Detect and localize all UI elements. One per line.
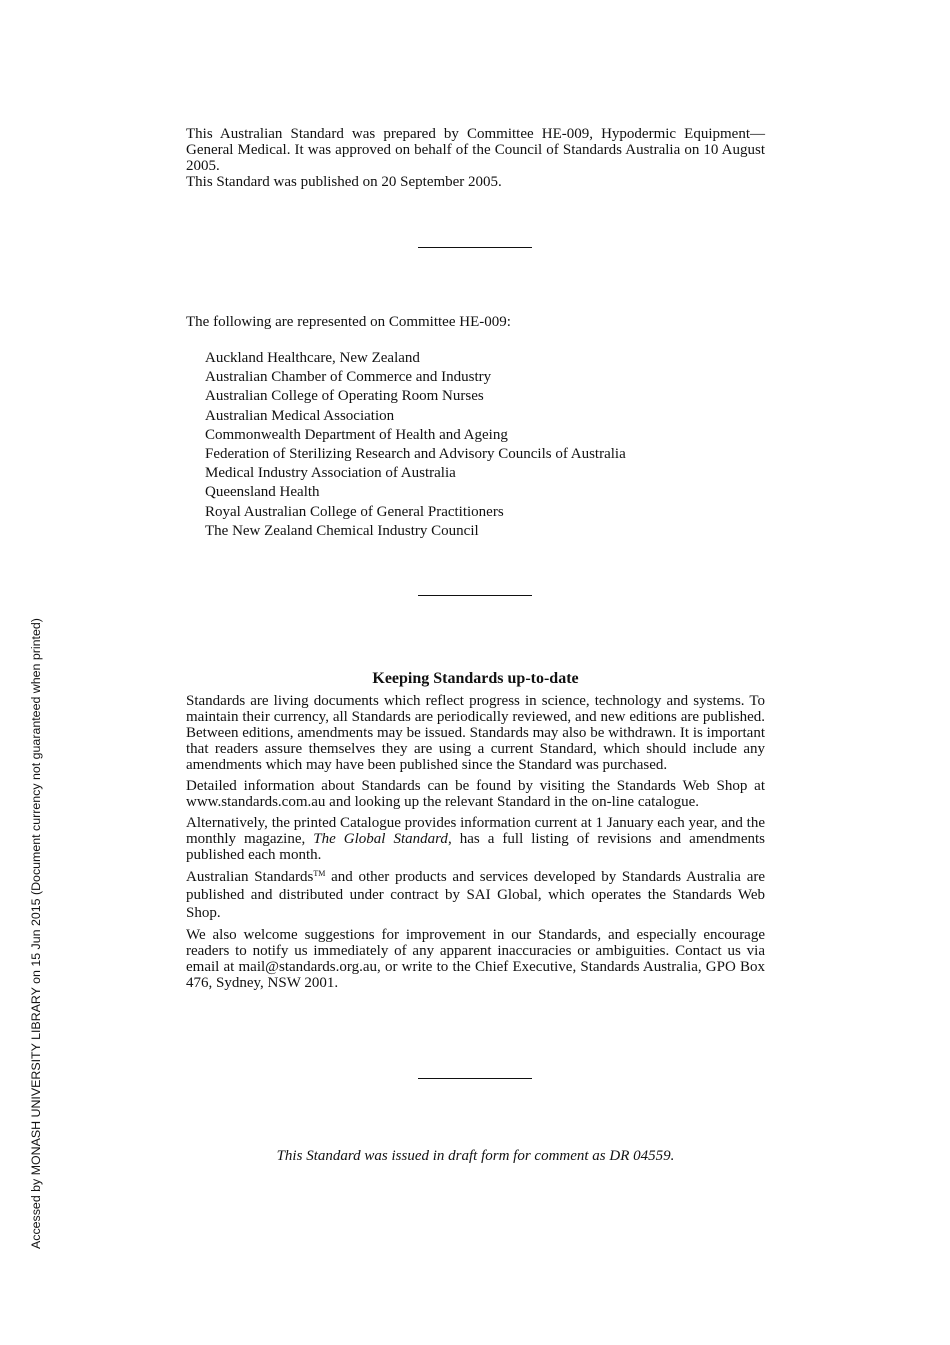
committee-member: Australian Medical Association: [205, 407, 395, 424]
access-watermark: Accessed by MONASH UNIVERSITY LIBRARY on 15 Jun 2015 (Document currency not guaranteed when printed): [29, 618, 43, 1249]
publication-date-text: This Standard was published on 20 September 2005.: [186, 174, 502, 190]
keeping-paragraph-suggestions: We also welcome suggestions for improvement in our Standards, and especially encourage readers to notify us immediately of any apparent inaccuracies or ambiguities. Contact us via email at mail@standards.org.au, or write to the Chief Executive, Standards Australia, GPO Box 476, Sydney, NSW 2001.: [186, 927, 765, 991]
trademark-text-start: Australian Standards: [186, 869, 314, 885]
keeping-paragraph-living-documents: Standards are living documents which reflect progress in science, technology and systems. To maintain their currency, all Standards are periodically reviewed, and new editions are published. Between editions, amendments may be issued. Standards may also be withdrawn. It is important that readers assure themselves they are using a current Standard, which should include any amendments which may have been published since the Standard was purchased.: [186, 693, 765, 773]
committee-member: Royal Australian College of General Practitioners: [205, 503, 504, 520]
committee-member: The New Zealand Chemical Industry Council: [205, 522, 479, 539]
committee-member: Australian Chamber of Commerce and Industry: [205, 369, 492, 386]
committee-member: Federation of Sterilizing Research and Advisory Councils of Australia: [205, 446, 626, 463]
trademark-symbol: TM: [313, 869, 326, 878]
committee-member: Queensland Health: [205, 484, 320, 501]
section-divider: [418, 1078, 532, 1079]
magazine-title: The Global Standard: [313, 831, 448, 847]
section-divider: [418, 595, 532, 596]
keeping-standards-body: [186, 693, 765, 996]
committee-member: Auckland Healthcare, New Zealand: [205, 350, 420, 366]
keeping-paragraph-sai-global: [186, 868, 765, 922]
catalogue-text-start: Alternatively, the printed Catalogue provides information current at 1 January each year, and the monthly magazine,: [186, 815, 765, 847]
committee-member: Commonwealth Department of Health and Ageing: [205, 426, 508, 443]
preparation-statement: [186, 126, 765, 190]
committee-member-list: [205, 349, 626, 541]
catalogue-text-end: , has a full listing of revisions and amendments published each month.: [186, 831, 765, 863]
committee-member: Medical Industry Association of Australia: [205, 465, 456, 482]
keeping-paragraph-catalogue: [186, 815, 765, 863]
section-divider: [418, 247, 532, 248]
committee-member: Australian College of Operating Room Nurses: [205, 388, 484, 405]
trademark-text-end: and other products and services developed by Standards Australia are published and distributed under contract by SAI Global, which operates the Standards Web Shop.: [186, 869, 766, 921]
keeping-paragraph-web-shop: Detailed information about Standards can be found by visiting the Standards Web Shop at www.standards.com.au and looking up the relevant Standard in the on-line catalogue.: [186, 778, 765, 810]
committee-intro: The following are represented on Committee HE-009:: [186, 314, 511, 330]
keeping-standards-heading: Keeping Standards up-to-date: [372, 670, 579, 687]
preparation-text: This Australian Standard was prepared by Committee HE-009, Hypodermic Equipment—General Medical. It was approved on behalf of the Council of Standards Australia on 10 August 2005.: [186, 126, 765, 174]
draft-note: This Standard was issued in draft form for comment as DR 04559.: [276, 1148, 675, 1164]
